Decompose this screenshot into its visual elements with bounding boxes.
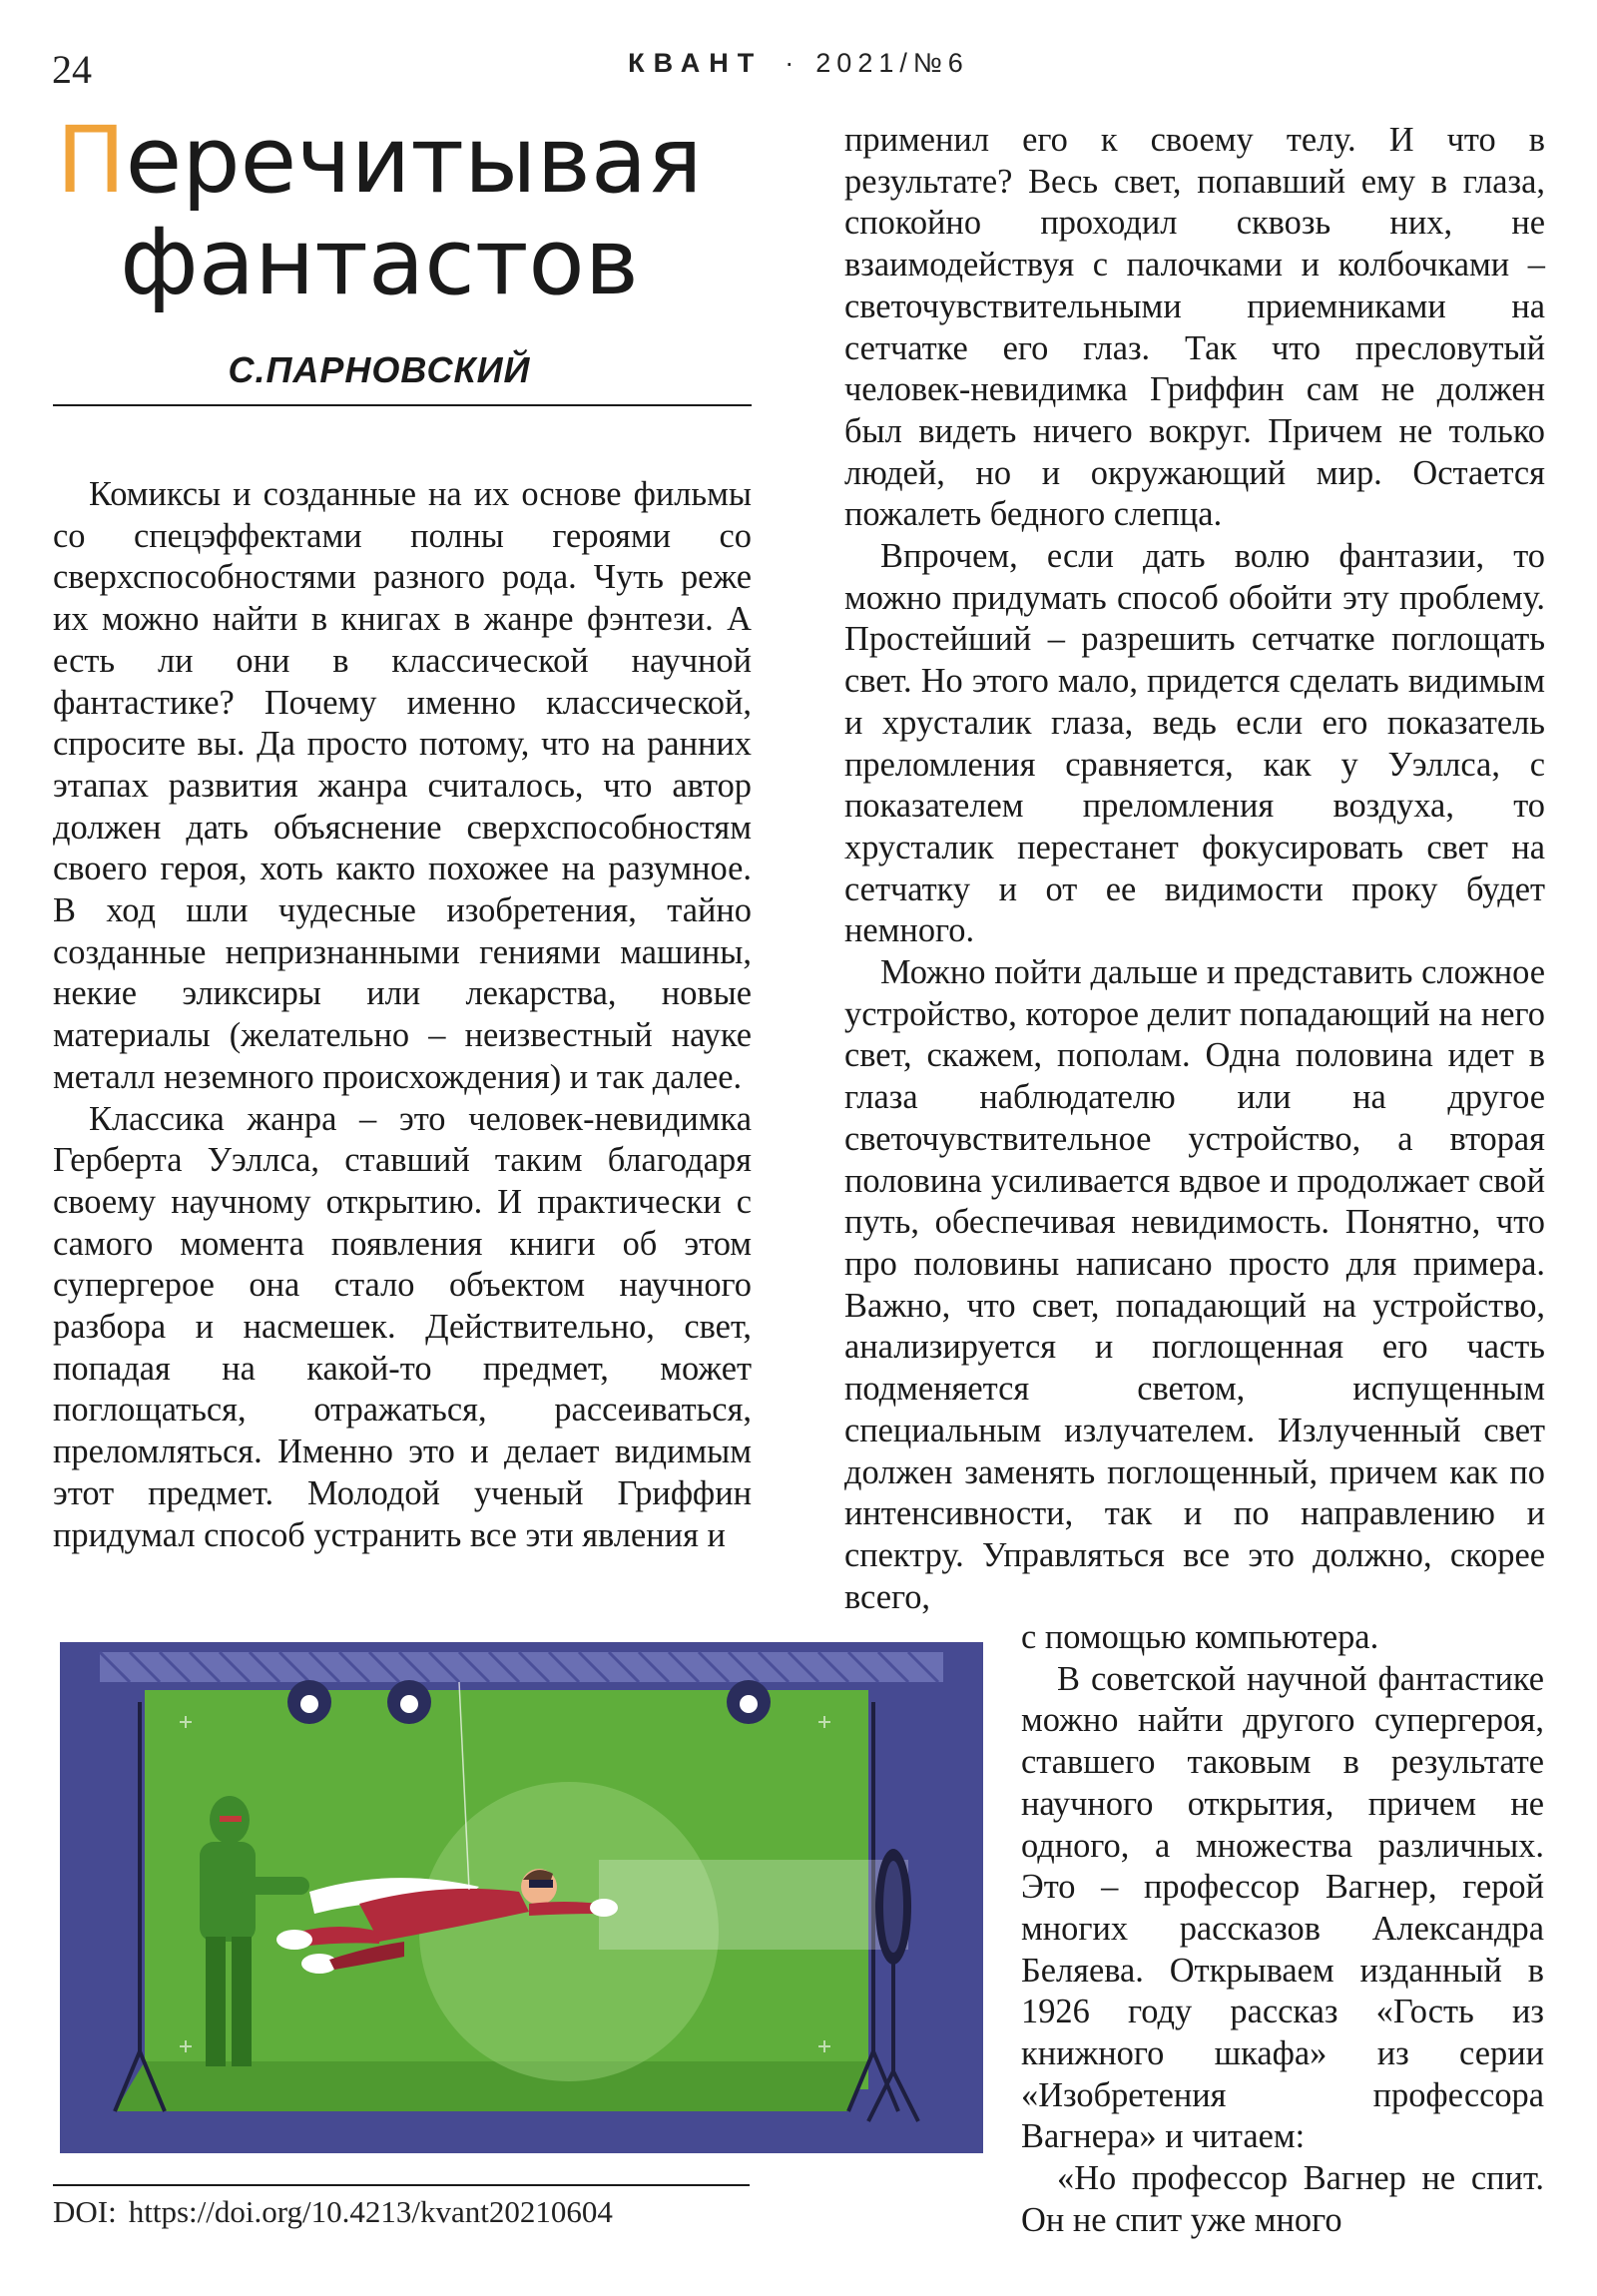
- crew-arm: [240, 1877, 309, 1895]
- hero-mask: [529, 1880, 553, 1888]
- crew-leg: [206, 1937, 226, 2066]
- paragraph: применил его к своему телу. И что в результате? Весь свет, попавший ему в глаза, спокойно проходил сквозь них, не взаимодействуя с палочками и колбочками – светочувствительными приемниками на сетчатке его глаз. Так что пресловутый человек-невидимка Гриффин сам не должен был видеть ничего вокруг. Причем не только людей, но и окружающий мир. Остается пожалеть бедного слепца.: [844, 121, 1545, 534]
- doi-line: [53, 2194, 613, 2230]
- narrow-column: [1021, 1617, 1544, 2242]
- doi-rule: [53, 2184, 750, 2186]
- issue-number: 2021/№6: [815, 48, 969, 78]
- paragraph: Комиксы и созданные на их основе фильмы со спецэффектами полны героями со сверхспособностями разного рода. Чуть реже их можно найти в книгах в жанре фэнтези. А есть ли они в классической научной фантастике? Почему именно классической, спросите вы. Да просто потому, что на ранних этапах развития жанра считалось, что автор должен дать объяснение сверхспособностям своего героя, хоть както похожее на разумное. В ход шли чудесные изобретения, тайно созданные непризнанными гениями машины, некие эликсиры или лекарства, новые материалы (желательно – неизвестный науке металл неземного происхождения) и так далее.: [53, 475, 752, 1096]
- header-separator: ·: [785, 48, 795, 78]
- paragraph: с помощью компьютера.: [1021, 1618, 1379, 1656]
- illustration-svg: [60, 1642, 983, 2153]
- article-author: С.ПАРНОВСКИЙ: [228, 349, 531, 390]
- crew-eye-slit: [220, 1816, 242, 1822]
- page-number: 24: [52, 47, 92, 92]
- author-rule: [53, 404, 752, 406]
- magazine-name: КВАНТ: [628, 48, 764, 78]
- title-line1-rest: еречитывая: [125, 107, 703, 214]
- article-title: [0, 107, 759, 315]
- paragraph: «Но профессор Вагнер не спит. Он не спит уже много: [1021, 2159, 1544, 2239]
- green-screen-floor: [115, 2061, 868, 2111]
- film-studio-illustration: [60, 1642, 983, 2153]
- left-column: [53, 474, 752, 1556]
- title-line2: фантастов: [120, 209, 639, 315]
- doi-link[interactable]: https://doi.org/10.4213/kvant20210604: [128, 2194, 613, 2229]
- hero-glove: [590, 1899, 618, 1917]
- paragraph: Впрочем, если дать волю фантазии, то можно придумать способ обойти эту проблему. Простейший – разрешить сетчатке поглощать свет. Но этого мало, придется сделать видимым и хрусталик глаза, ведь если его показатель преломления сравняется, как у Уэллса, с показателем преломления воздуха, то хрусталик перестанет фокусировать свет на сетчатку и от ее видимости проку будет немного.: [844, 537, 1545, 950]
- running-head: [0, 48, 1597, 79]
- hero-boot: [276, 1930, 312, 1950]
- fan-light-beam: [599, 1860, 908, 1950]
- stage-light-bulb: [400, 1695, 418, 1713]
- studio-fan-grill: [883, 1861, 903, 1953]
- crew-leg: [232, 1937, 252, 2066]
- paragraph: В советской научной фантастике можно найти другого супергероя, ставшего таковым в результате научного открытия, причем не одного, а множества различных. Это – профессор Вагнер, герой многих рассказов Александра Беляева. Открываем изданный в 1926 году рассказ «Гость из книжного шкафа» из серии «Изобретения профессора Вагнера» и читаем:: [1021, 1659, 1544, 2156]
- doi-label: DOI:: [53, 2194, 117, 2229]
- stage-light-bulb: [300, 1695, 318, 1713]
- hero-arm: [529, 1902, 599, 1916]
- paragraph: Классика жанра – это человек-невидимка Герберта Уэллса, ставший таким благодаря своему научному открытию. И практически с самого момента появления книги об этом супергерое она стало объектом научного разбора и насмешек. Действительно, свет, попадая на какой-то предмет, может поглощаться, отражаться, рассеиваться, преломляться. Именно это и делает видимым этот предмет. Молодой ученый Гриффин придумал способ устранить все эти явления и: [53, 1099, 752, 1554]
- stage-light-bulb: [740, 1695, 758, 1713]
- title-first-letter: П: [56, 107, 126, 214]
- paragraph: Можно пойти дальше и представить сложное устройство, которое делит попадающий на него свет, скажем, пополам. Одна половина идет в глаза наблюдателю или на другое светочувствительное устройство, а вторая половина усиливается вдвое и продолжает свой путь, обеспечивая невидимость. Понятно, что про половины написано просто для примера. Важно, что свет, попадающий на устройство, анализируется и поглощенная его часть подменяется светом, испущенным специальным излучателем. Излученный свет должен заменять поглощенный, причем как по интенсивности, так и по направлению и спектру. Управляться все это должно, скорее всего,: [844, 953, 1545, 1616]
- right-column: [844, 120, 1545, 1618]
